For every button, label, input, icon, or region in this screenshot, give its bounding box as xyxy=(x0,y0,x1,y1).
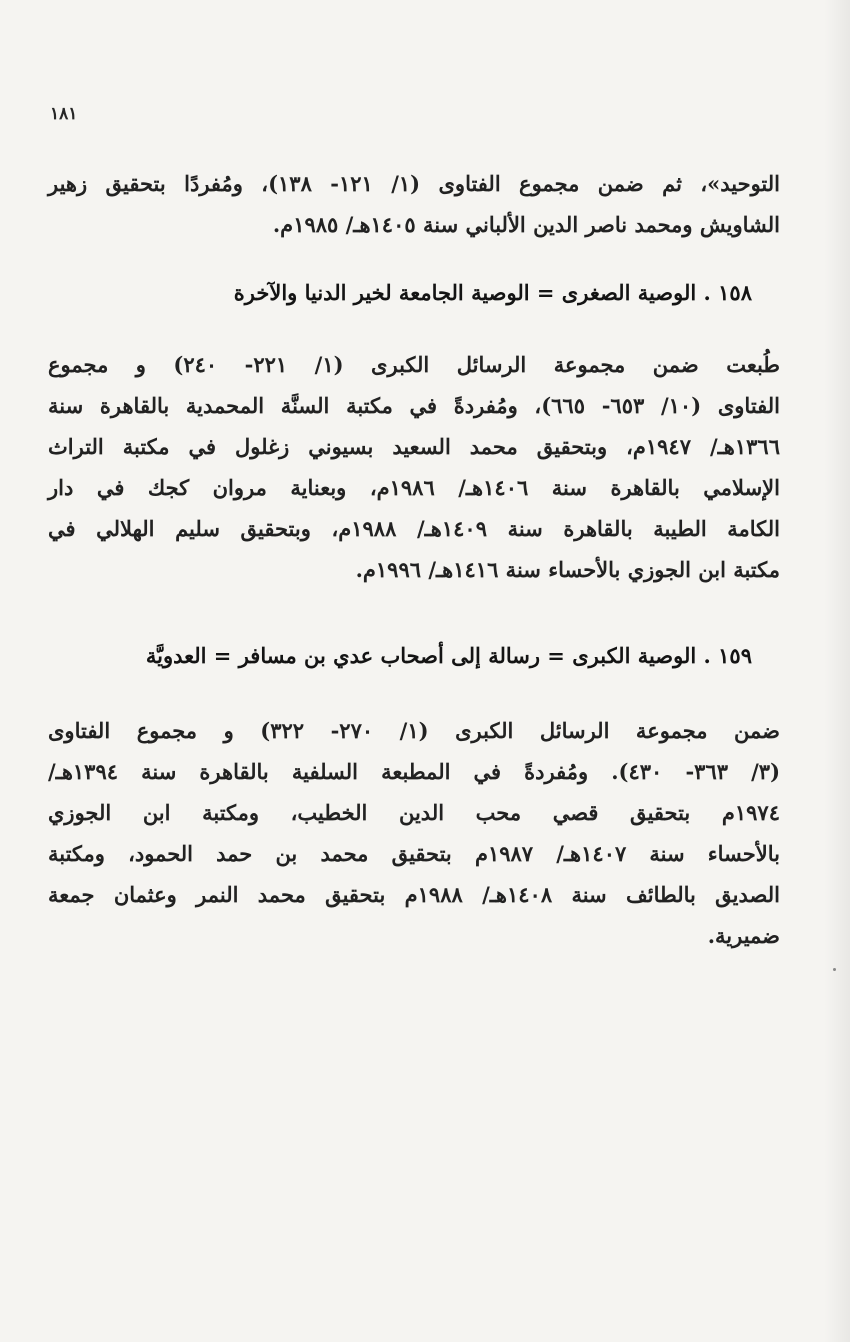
paragraph-line: ضمن مجموعة الرسائل الكبرى (١/ ٢٧٠- ٣٢٢) و مجموع الفتاوى xyxy=(48,718,781,743)
paragraph-1 xyxy=(48,163,780,245)
page-edge-shadow xyxy=(824,0,850,1342)
scan-speck xyxy=(833,968,836,971)
paragraph-line: مكتبة ابن الجوزي بالأحساء سنة ١٤١٦هـ/ ١٩٩٦م. xyxy=(355,557,780,582)
paragraph-line: بالأحساء سنة ١٤٠٧هـ/ ١٩٨٧م بتحقيق محمد بن حمد الحمود، ومكتبة xyxy=(48,841,780,866)
paragraph-3 xyxy=(48,710,780,956)
paragraph-line: ضميرية. xyxy=(707,923,780,948)
page-number: ١٨١ xyxy=(50,104,78,124)
paragraph-line: ١٩٧٤م بتحقيق قصي محب الدين الخطيب، ومكتبة ابن الجوزي xyxy=(48,800,780,825)
paragraph-line: الشاويش ومحمد ناصر الدين الألباني سنة ١٤٠٥هـ/ ١٩٨٥م. xyxy=(272,212,780,237)
paragraph-line: ١٣٦٦هـ/ ١٩٤٧م، وبتحقيق محمد السعيد بسيوني زغلول في مكتبة التراث xyxy=(48,434,780,459)
paragraph-line: التوحيد»، ثم ضمن مجموع الفتاوى (١/ ١٢١- ١٣٨)، ومُفردًا بتحقيق زهير xyxy=(48,171,780,196)
paragraph-line: الإسلامي بالقاهرة سنة ١٤٠٦هـ/ ١٩٨٦م، وبعناية مروان كجك في دار xyxy=(48,475,780,500)
paragraph-2 xyxy=(48,344,780,590)
paragraph-line: الفتاوى (١٠/ ٦٥٣- ٦٦٥)، ومُفردةً في مكتبة السنَّة المحمدية بالقاهرة سنة xyxy=(48,393,781,418)
paragraph-line: طُبعت ضمن مجموعة الرسائل الكبرى (١/ ٢٢١- ٢٤٠) و مجموع xyxy=(48,352,781,377)
entry-heading-159: ١٥٩ . الوصية الكبرى = رسالة إلى أصحاب عدي بن مسافر = العدويَّة xyxy=(145,643,752,668)
paragraph-line: الصديق بالطائف سنة ١٤٠٨هـ/ ١٩٨٨م بتحقيق محمد النمر وعثمان جمعة xyxy=(48,882,780,907)
entry-heading-158: ١٥٨ . الوصية الصغرى = الوصية الجامعة لخير الدنيا والآخرة xyxy=(233,280,752,305)
paragraph-line: الكامة الطيبة بالقاهرة سنة ١٤٠٩هـ/ ١٩٨٨م، وبتحقيق سليم الهلالي في xyxy=(48,516,781,541)
paragraph-line: (٣/ ٣٦٣- ٤٣٠). ومُفردةً في المطبعة السلفية بالقاهرة سنة ١٣٩٤هـ/ xyxy=(48,759,781,784)
